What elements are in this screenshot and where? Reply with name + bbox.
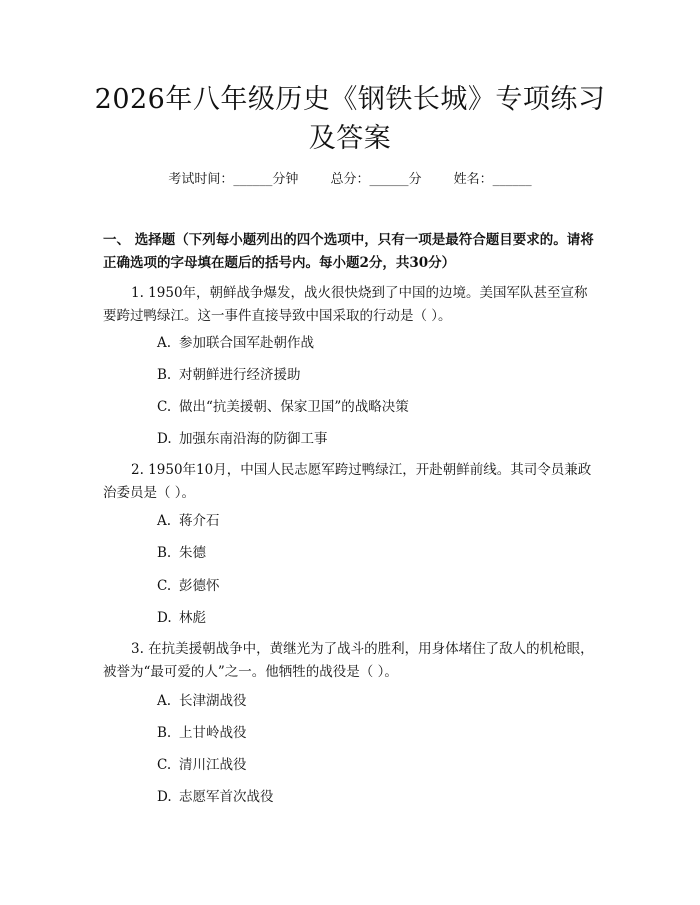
option-letter: A. — [157, 513, 172, 529]
option-letter: B. — [157, 367, 172, 383]
q2-option-c — [157, 576, 220, 596]
q3-option-a — [157, 691, 247, 711]
option-letter: C. — [157, 399, 172, 415]
q2-option-b — [157, 543, 206, 563]
option-letter: A. — [157, 335, 172, 351]
option-letter: A. — [157, 693, 172, 709]
question-1: 1. 1950年，朝鲜战争爆发，战火很快烧到了中国的边境。美国军队甚至宣称要跨过鸭绿江。这一事件直接导致中国采取的行动是（ ）。 — [103, 285, 588, 324]
q2-option-a — [157, 511, 220, 531]
q1-option-b — [157, 365, 301, 385]
option-letter: D. — [157, 610, 172, 626]
option-text: 长津湖战役 — [179, 693, 247, 709]
option-letter: B. — [157, 545, 172, 561]
option-letter: D. — [157, 431, 172, 447]
option-text: 参加联合国军赴朝作战 — [179, 335, 314, 351]
q3-option-c — [157, 755, 247, 775]
exam-time: 考试时间：______分钟 — [168, 172, 299, 187]
q3-option-b — [157, 723, 247, 743]
option-text: 做出“抗美援朝、保家卫国”的战略决策 — [179, 399, 409, 415]
option-text: 志愿军首次战役 — [179, 789, 274, 805]
total-score: 总分：______分 — [330, 172, 422, 187]
q2-option-d — [157, 608, 206, 628]
exam-meta — [0, 168, 700, 187]
option-letter: C. — [157, 578, 172, 594]
option-letter: C. — [157, 757, 172, 773]
option-text: 林彪 — [179, 610, 206, 626]
q3-option-d — [157, 787, 274, 807]
option-text: 对朝鲜进行经济援助 — [179, 367, 301, 383]
option-text: 彭德怀 — [179, 578, 220, 594]
question-3: 3. 在抗美援朝战争中，黄继光为了战斗的胜利，用身体堵住了敌人的机枪眼，被誉为“最可爱的人”之一。他牺牲的战役是（ ）。 — [103, 641, 594, 680]
q1-option-c — [157, 397, 409, 417]
option-letter: D. — [157, 789, 172, 805]
option-text: 清川江战役 — [179, 757, 247, 773]
option-text: 加强东南沿海的防御工事 — [179, 431, 328, 447]
q1-option-d — [157, 429, 328, 449]
document-title: 2026年八年级历史《钢铁长城》专项练习及答案 — [94, 84, 606, 154]
q1-option-a — [157, 333, 314, 353]
section-heading: 一、 选择题（下列每小题列出的四个选项中，只有一项是最符合题目要求的。请将正确选项的字母填在题后的括号内。每小题2分，共30分） — [103, 232, 594, 271]
option-text: 朱德 — [179, 545, 206, 561]
option-text: 蒋介石 — [179, 513, 220, 529]
student-name: 姓名：______ — [453, 172, 532, 187]
question-2: 2. 1950年10月，中国人民志愿军跨过鸭绿江，开赴朝鲜前线。其司令员兼政治委员是（ ）。 — [103, 462, 592, 501]
option-letter: B. — [157, 725, 172, 741]
option-text: 上甘岭战役 — [179, 725, 247, 741]
